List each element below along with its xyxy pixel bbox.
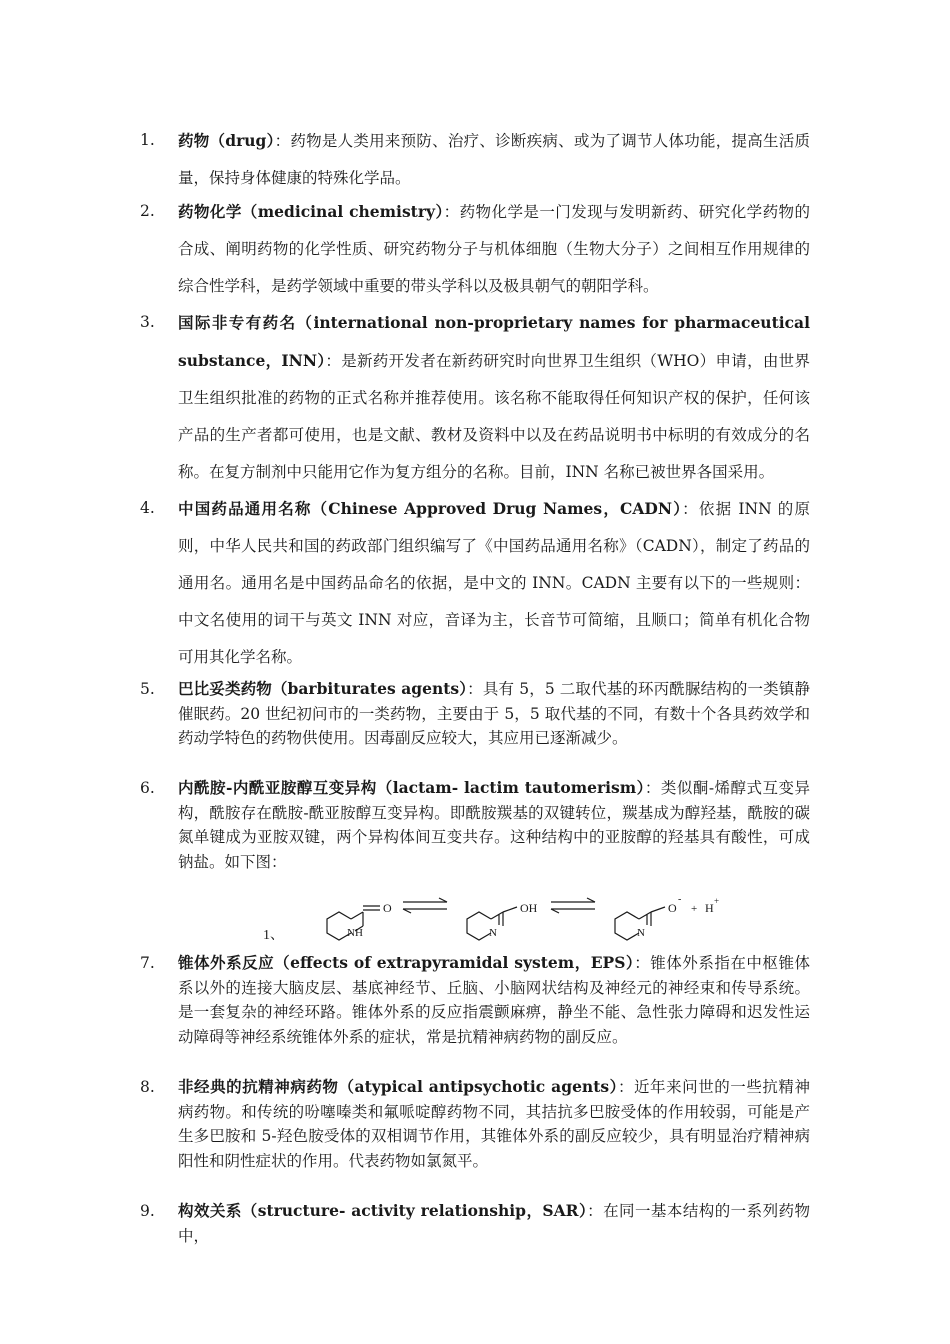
oxide-bond (651, 907, 665, 912)
entry-number: 6. (140, 779, 155, 797)
anion-ring (615, 912, 639, 940)
entry-7 (140, 951, 810, 1051)
entry-8 (140, 1075, 810, 1175)
entry-1 (140, 122, 810, 196)
lactam-bond (351, 912, 363, 919)
anion-oxygen: O (668, 901, 677, 915)
anion-bond (639, 912, 651, 919)
entry-text (178, 490, 810, 676)
entry-number: 2. (140, 202, 155, 220)
entry-definition: 近年来问世的一些抗精神病药物。和传统的吩噻嗪类和氟哌啶醇药物不同，其拮抗多巴胺受体的作用较弱，可能是产生多巴胺和 5-羟色胺受体的双相调节作用，其锥体外系的副反应较少，具有明显治疗精神病阳性和阴性症状的作用。代表药物如氯氮平。 (178, 1078, 810, 1170)
lactim-nitrogen: N (489, 927, 497, 939)
entry-definition: 依据 INN 的原则，中华人民共和国的药政部门组织编写了《中国药品通用名称》（CADN），制定了药品的通用名。通用名是中国药品命名的依据，是中文的 INN。CADN 主要有以下的一些规则：中文名使用的词干与英文 INN 对应，音译为主，长音节可简缩，且顺口；简单有机化合物可用其化学名称。 (178, 500, 810, 666)
entry-number: 5. (140, 680, 155, 698)
entry-text (178, 304, 810, 491)
entry-colon: ： (617, 1078, 634, 1096)
entry-text (178, 776, 810, 874)
entry-number: 3. (140, 313, 155, 331)
proton-charge: + (714, 896, 720, 906)
entry-term: 国际非专有药名（international non-proprietary names for pharmaceutical substance，INN） (178, 313, 810, 370)
entry-colon: ： (443, 203, 460, 221)
lactam-lactim-tautomerism-figure (255, 885, 735, 945)
entry-text (178, 193, 810, 305)
proton: H (705, 901, 714, 915)
entry-5 (140, 677, 810, 751)
entry-6 (140, 776, 810, 876)
entry-9 (140, 1199, 810, 1245)
entry-4 (140, 490, 810, 675)
entry-term: 巴比妥类药物（barbiturates agents） (178, 679, 468, 698)
entry-text (178, 1199, 810, 1248)
lactam-nh: NH (347, 927, 363, 939)
entry-definition: 锥体外系指在中枢锥体系以外的连接大脑皮层、基底神经节、丘脑、小脑网状结构及神经元的神经束和传导系统。是一套复杂的神经环路。锥体外系的反应指震颤麻痹，静坐不能、急性张力障碍和迟发性运动障碍等神经系统锥体外系的症状，常是抗精神病药物的副反应。 (178, 954, 810, 1046)
entry-3 (140, 304, 810, 489)
lactim-hydroxyl: OH (520, 901, 538, 915)
entry-term: 中国药品通用名称（Chinese Approved Drug Names，CADN） (178, 499, 683, 518)
entry-number: 7. (140, 954, 155, 972)
entry-definition: 具有 5，5 二取代基的环丙酰脲结构的一类镇静催眠药。20 世纪初问市的一类药物，主要由于 5，5 取代基的不同，有数十个各具药效学和药动学特色的药物供使用。因毒副反应较大，其应用已逐渐减少。 (178, 680, 810, 747)
entry-definition: 在同一基本结构的一系列药物中， (178, 1202, 810, 1245)
hydroxyl-bond (503, 907, 517, 912)
entry-term: 药物（drug） (178, 131, 275, 150)
entry-number: 9. (140, 1202, 155, 1220)
entry-text (178, 122, 810, 197)
figure-label: 1、 (263, 928, 284, 943)
lactim-bond (491, 912, 503, 919)
entry-definition: 药物是人类用来预防、治疗、诊断疾病、或为了调节人体功能，提高生活质量，保持身体健康的特殊化学品。 (178, 132, 810, 187)
entry-definition: 是新药开发者在新药研究时向世界卫生组织（WHO）申请，由世界卫生组织批准的药物的正式名称并推荐使用。该名称不能取得任何知识产权的保护，任何该产品的生产者都可使用，也是文献、教材及资料中以及在药品说明书中标明的有效成分的名称。在复方制剂中只能用它作为复方组分的名称。目前，INN 名称已被世界各国采用。 (178, 352, 810, 481)
entry-number: 4. (140, 499, 155, 517)
entry-term: 构效关系（structure- activity relationship，SAR） (178, 1201, 588, 1220)
lactim-ring (467, 912, 491, 940)
entry-term: 内酰胺-内酰亚胺醇互变异构（lactam- lactim tautomerism） (178, 778, 645, 797)
anion-nitrogen: N (637, 927, 645, 939)
entry-text (178, 951, 810, 1049)
entry-number: 1. (140, 131, 155, 149)
entry-colon: ： (644, 779, 661, 797)
entry-colon: ： (325, 352, 342, 370)
entry-colon: ： (634, 954, 651, 972)
entry-colon: ： (682, 500, 699, 518)
anion-charge: - (678, 894, 682, 905)
entry-colon: ： (274, 132, 291, 150)
entry-definition: 药物化学是一门发现与发明新药、研究化学药物的合成、阐明药物的化学性质、研究药物分子与机体细胞（生物大分子）之间相互作用规律的综合性学科，是药学领域中重要的带头学科以及极具朝气的朝阳学科。 (178, 203, 810, 295)
entry-definition: 类似酮-烯醇式互变异构，酰胺存在酰胺-酰亚胺醇互变异构。即酰胺羰基的双键转位，羰基成为醇羟基，酰胺的碳氮单键成为亚胺双键，两个异构体间互变共存。这种结构中的亚胺醇的羟基具有酸性，可成钠盐。如下图： (178, 779, 810, 871)
entry-colon: ： (467, 680, 483, 698)
entry-term: 锥体外系反应（effects of extrapyramidal system，EPS） (178, 953, 635, 972)
entry-colon: ： (587, 1202, 604, 1220)
lactam-oxygen: O (383, 901, 392, 915)
entry-text (178, 1075, 810, 1173)
entry-number: 8. (140, 1078, 155, 1096)
entry-text (178, 677, 810, 751)
entry-2 (140, 193, 810, 304)
entry-term: 非经典的抗精神病药物（atypical antipsychotic agents） (178, 1077, 618, 1096)
entry-term: 药物化学（medicinal chemistry） (178, 202, 444, 221)
plus-sign: + (691, 903, 698, 915)
